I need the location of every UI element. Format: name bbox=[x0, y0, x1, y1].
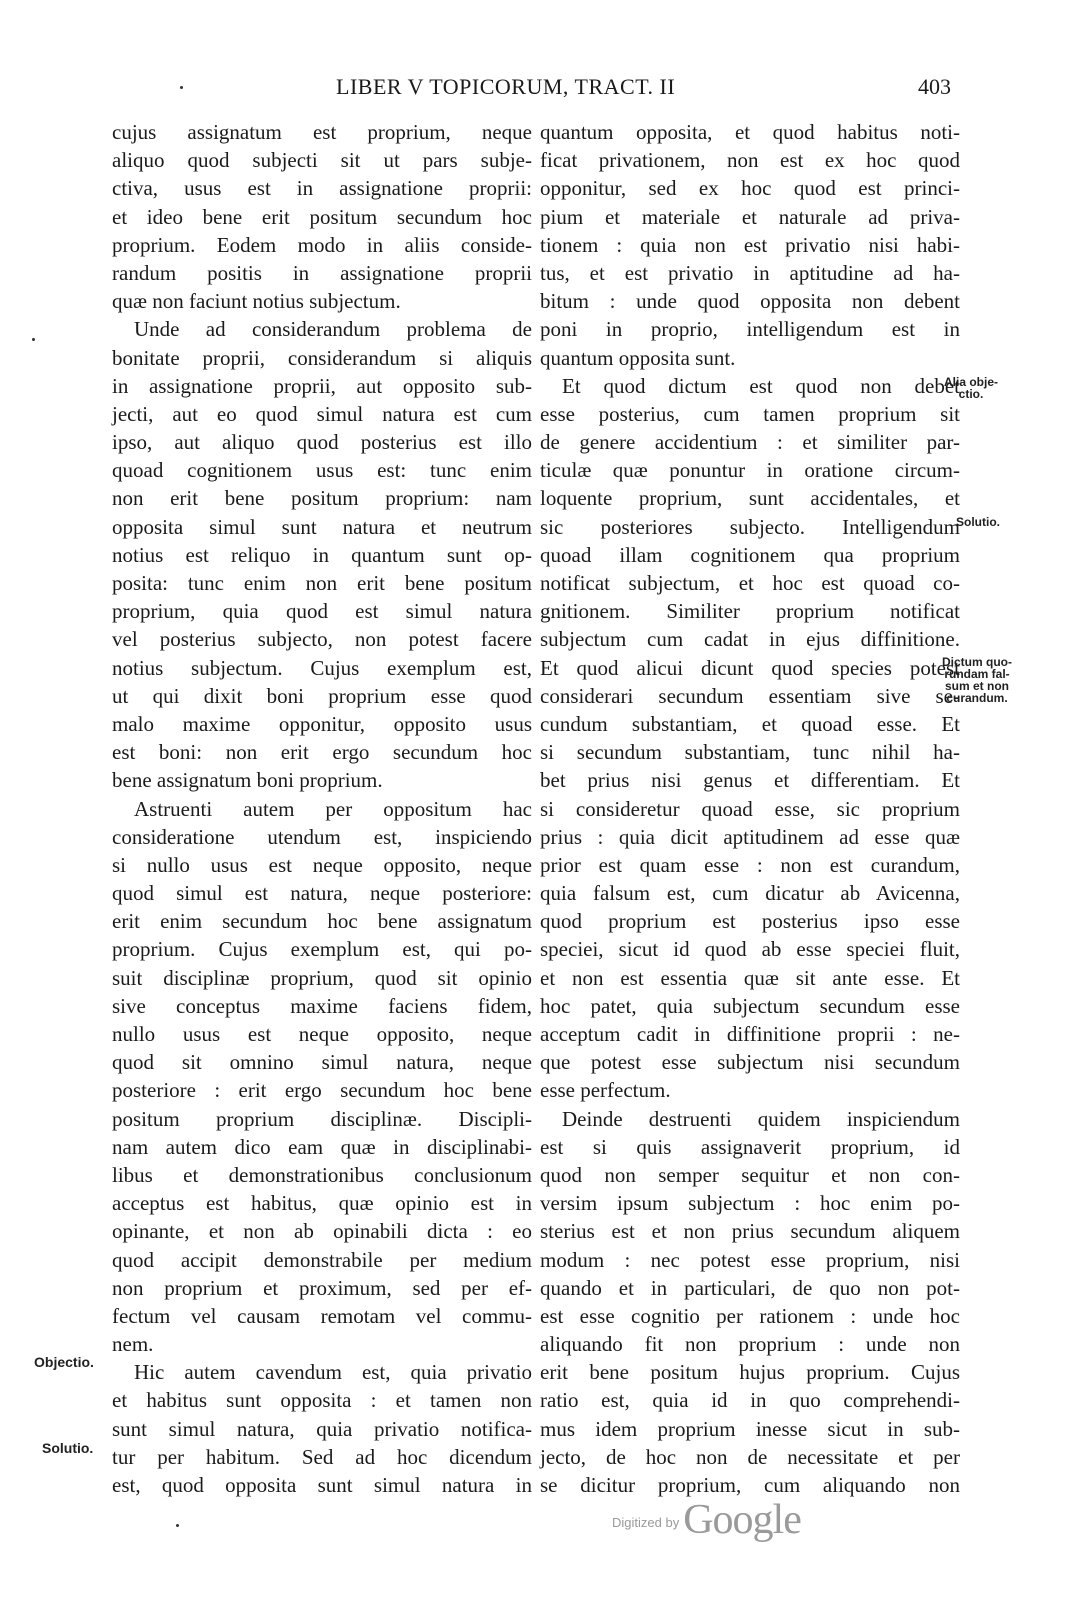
text-line: Et quod alicui dicunt quod species potest bbox=[540, 655, 960, 680]
text-line: poni in proprio, intelligendum est in bbox=[540, 317, 960, 342]
text-line: ticulæ quæ ponuntur in oratione circum- bbox=[540, 458, 960, 483]
text-line: versim ipsum subjectum : hoc enim po- bbox=[540, 1191, 960, 1216]
text-line: tur per habitum. Sed ad hoc dicendum bbox=[112, 1444, 532, 1469]
stray-dot bbox=[180, 86, 183, 89]
text-line: loquente proprium, sunt accidentales, et bbox=[540, 486, 960, 511]
text-line: tionem : quia non est privatio nisi habi- bbox=[540, 232, 960, 257]
text-line: aliquo quod subjecti sit ut pars subje- bbox=[112, 148, 532, 173]
text-line: sic posteriores subjecto. Intelligendum bbox=[540, 514, 960, 539]
text-line: positum proprium disciplinæ. Discipli- bbox=[112, 1106, 532, 1131]
digitized-watermark bbox=[612, 1496, 801, 1546]
text-line: nem. bbox=[112, 1332, 154, 1357]
text-line: quoad cognitionem usus est: tunc enim bbox=[112, 458, 532, 483]
text-line: considerari secundum essentiam sive se- bbox=[540, 683, 960, 708]
text-line: si nullo usus est neque opposito, neque bbox=[112, 852, 532, 877]
text-line: nullo usus est neque opposito, neque bbox=[112, 1022, 532, 1046]
text-line: si consideretur quoad esse, sic proprium bbox=[540, 796, 960, 821]
text-line: est boni: non erit ergo secundum hoc bbox=[112, 740, 532, 765]
google-logo: Google bbox=[683, 1497, 801, 1543]
text-line: acceptus est habitus, quæ opinio est in bbox=[112, 1191, 532, 1216]
running-header bbox=[0, 74, 1084, 104]
text-line: si secundum substantiam, tunc nihil ha- bbox=[540, 740, 960, 765]
text-line: malo maxime opponitur, opposito usus bbox=[112, 711, 532, 736]
text-line: notius subjectum. Cujus exemplum est, bbox=[112, 655, 532, 680]
text-line: proprium, quia quod est simul natura bbox=[112, 599, 532, 624]
right-text-column bbox=[540, 118, 960, 1499]
text-line: quoad illam cognitionem qua proprium bbox=[540, 542, 960, 567]
text-line: quod sit omnino simul natura, neque bbox=[112, 1050, 532, 1075]
text-line: est esse cognitio per rationem : unde hoc bbox=[540, 1303, 960, 1328]
text-line: et non est essentia quæ sit ante esse. Et bbox=[540, 965, 960, 990]
text-line: randum positis in assignatione proprii bbox=[112, 260, 532, 285]
text-line: non erit bene positum proprium: nam bbox=[112, 486, 532, 511]
text-line: fectum vel causam remotam vel commu- bbox=[112, 1303, 532, 1328]
left-text-column bbox=[112, 118, 532, 1499]
margin-note-solutio: Solutio. bbox=[956, 515, 1000, 529]
text-line: sunt simul natura, quia privatio notifica- bbox=[112, 1416, 532, 1441]
text-line: subjectum cum cadat in ejus diffinitione. bbox=[540, 627, 960, 652]
text-line: esse perfectum. bbox=[540, 1078, 671, 1103]
margin-note-alia-objectio: Alia obje- ctio. bbox=[944, 375, 999, 401]
text-line: est, quod opposita sunt simul natura in bbox=[112, 1473, 532, 1497]
text-line: mus idem proprium inesse sicut in sub- bbox=[540, 1416, 960, 1441]
text-line: quia falsum est, cum dicatur ab Avicenna, bbox=[540, 881, 960, 906]
text-line: et ideo bene erit positum secundum hoc bbox=[112, 204, 532, 229]
text-line: suit disciplinæ proprium, quod sit opinio bbox=[112, 965, 532, 990]
margin-note-dictum: Dictum quo- rundam fal- sum et non curandum. bbox=[942, 655, 1012, 705]
text-line: ipso, aut aliquo quod posterius est illo bbox=[112, 430, 532, 455]
text-line: pium et materiale et naturale ad priva- bbox=[540, 204, 960, 229]
text-line: Hic autem cavendum est, quia privatio bbox=[134, 1360, 532, 1385]
text-line: modum : nec potest esse proprium, nisi bbox=[540, 1247, 960, 1272]
stray-dot bbox=[32, 338, 35, 341]
text-line: quod simul est natura, neque posteriore: bbox=[112, 881, 532, 906]
text-line: non proprium et proximum, sed per ef- bbox=[112, 1275, 532, 1300]
text-line: quantum opposita sunt. bbox=[540, 345, 736, 370]
stray-dot bbox=[176, 1524, 179, 1527]
text-line: Astruenti autem per oppositum hac bbox=[134, 796, 532, 821]
text-line: in assignatione proprii, aut opposito sub- bbox=[112, 373, 532, 398]
text-line: acceptum cadit in diffinitione proprii : ne- bbox=[540, 1022, 960, 1046]
text-line: quantum opposita, et quod habitus noti- bbox=[540, 120, 960, 144]
text-line: nam autem dico eam quæ in disciplinabi- bbox=[112, 1134, 532, 1159]
text-line: opponitur, sed ex hoc quod est princi- bbox=[540, 176, 960, 201]
text-line: bitum : unde quod opposita non debent bbox=[540, 289, 960, 314]
running-title: LIBER V TOPICORUM, TRACT. II bbox=[336, 74, 676, 99]
text-line: jecto, de hoc non de necessitate et per bbox=[540, 1444, 960, 1469]
text-line: quando et in particulari, de quo non pot- bbox=[540, 1275, 960, 1300]
text-line: ficat privationem, non est ex hoc quod bbox=[540, 148, 960, 173]
text-line: notius est reliquo in quantum sunt op- bbox=[112, 542, 532, 567]
text-line: esse posterius, cum tamen proprium sit bbox=[540, 401, 960, 426]
text-line: quæ non faciunt notius subjectum. bbox=[112, 289, 401, 314]
text-line: Deinde destruenti quidem inspiciendum bbox=[562, 1106, 960, 1131]
text-line: se dicitur proprium, cum aliquando non bbox=[540, 1473, 960, 1497]
text-line: speciei, sicut id quod ab esse speciei fluit, bbox=[540, 937, 960, 962]
text-line: aliquando fit non proprium : unde non bbox=[540, 1332, 960, 1357]
text-line: quod non semper sequitur et non con- bbox=[540, 1162, 960, 1187]
text-line: sive conceptus maxime faciens fidem, bbox=[112, 993, 532, 1018]
text-line: et habitus sunt opposita : et tamen non bbox=[112, 1388, 532, 1413]
text-line: erit bene positum hujus proprium. Cujus bbox=[540, 1360, 960, 1385]
text-line: prius : quia dicit aptitudinem ad esse quæ bbox=[540, 824, 960, 849]
text-line: posita: tunc enim non erit bene positum bbox=[112, 571, 532, 595]
text-line: opinante, et non ab opinabili dicta : eo bbox=[112, 1219, 532, 1244]
text-line: que potest esse subjectum nisi secundum bbox=[540, 1050, 960, 1075]
text-line: proprium. Eodem modo in aliis conside- bbox=[112, 232, 532, 257]
watermark-small: Digitized by bbox=[612, 1515, 680, 1530]
text-line: erit enim secundum hoc bene assignatum bbox=[112, 909, 532, 934]
text-line: bet prius nisi genus et differentiam. Et bbox=[540, 768, 960, 793]
text-line: est si quis assignaverit proprium, id bbox=[540, 1134, 960, 1159]
page-number: 403 bbox=[918, 74, 951, 99]
text-line: opposita simul sunt natura et neutrum bbox=[112, 514, 532, 539]
margin-note-objectio: Objectio. bbox=[34, 1354, 94, 1370]
text-line: cundum substantiam, et quoad esse. Et bbox=[540, 711, 960, 736]
text-line: posteriore : erit ergo secundum hoc bene bbox=[112, 1078, 532, 1103]
text-line: Unde ad considerandum problema de bbox=[134, 317, 532, 342]
text-line: jecti, aut eo quod simul natura est cum bbox=[112, 401, 532, 426]
margin-note-solutio-left: Solutio. bbox=[42, 1440, 94, 1456]
text-line: prior est quam esse : non est curandum, bbox=[540, 852, 960, 877]
text-line: bene assignatum boni proprium. bbox=[112, 768, 383, 793]
text-line: cujus assignatum est proprium, neque bbox=[112, 120, 532, 144]
text-line: notificat subjectum, et hoc est quoad co- bbox=[540, 571, 960, 595]
text-line: tus, et est privatio in aptitudine ad ha- bbox=[540, 260, 960, 285]
text-line: quod proprium est posterius ipso esse bbox=[540, 909, 960, 934]
text-line: vel posterius subjecto, non potest facere bbox=[112, 627, 532, 652]
text-line: de genere accidentium : et similiter par- bbox=[540, 430, 960, 455]
text-line: quod accipit demonstrabile per medium bbox=[112, 1247, 532, 1272]
text-line: libus et demonstrationibus conclusionum bbox=[112, 1162, 532, 1187]
text-line: gnitionem. Similiter proprium notificat bbox=[540, 599, 960, 624]
text-line: Et quod dictum est quod non debet bbox=[562, 373, 960, 398]
text-line: proprium. Cujus exemplum est, qui po- bbox=[112, 937, 532, 962]
text-line: hoc patet, quia subjectum secundum esse bbox=[540, 993, 960, 1018]
text-line: ut qui dixit boni proprium esse quod bbox=[112, 683, 532, 708]
text-line: bonitate proprii, considerandum si aliquis bbox=[112, 345, 532, 370]
text-line: sterius est et non prius secundum aliquem bbox=[540, 1219, 960, 1244]
text-line: consideratione utendum est, inspiciendo bbox=[112, 824, 532, 849]
text-line: ctiva, usus est in assignatione proprii: bbox=[112, 176, 532, 201]
text-line: ratio est, quia id in quo comprehendi- bbox=[540, 1388, 960, 1413]
